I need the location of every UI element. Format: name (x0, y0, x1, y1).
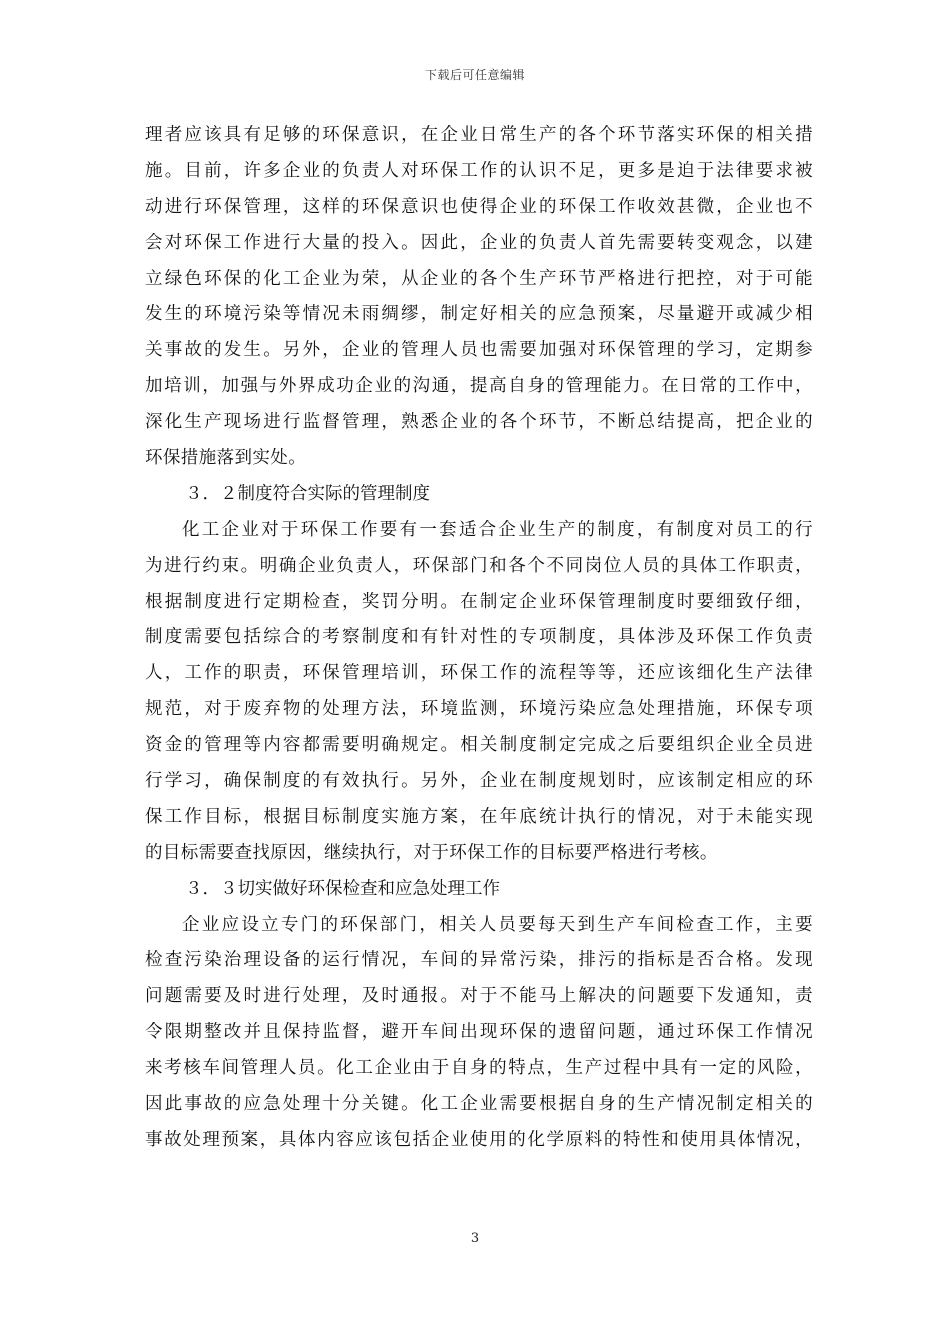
text-line: 规范，对于废弃物的处理方法，环境监测，环境污染应急处理措施，环保专项 (145, 699, 813, 720)
paragraph-environmental-awareness (145, 118, 813, 477)
text-line: 根据制度进行定期检查，奖罚分明。在制定企业环保管理制度时要细致仔细， (145, 591, 813, 612)
text-line: 施。目前，许多企业的负责人对环保工作的认识不足，更多是迫于法律要求被 (145, 160, 813, 181)
text-line: 环保措施落到实处。 (145, 448, 307, 469)
document-body (145, 118, 813, 1159)
section-heading-3-3: ３．３切实做好环保检查和应急处理工作 (185, 878, 500, 899)
text-line: 制度需要包括综合的考察制度和有针对性的专项制度，具体涉及环保工作负责 (145, 627, 813, 648)
text-line: 因此事故的应急处理十分关键。化工企业需要根据自身的生产情况制定相关的 (145, 1094, 813, 1115)
page-header: 下载后可任意编辑 (424, 68, 525, 82)
text-line: 问题需要及时进行处理，及时通报。对于不能马上解决的问题要下发通知，责 (145, 986, 813, 1007)
text-line: 行学习，确保制度的有效执行。另外，企业在制度规划时，应该制定相应的环 (145, 771, 813, 792)
text-line: 事故处理预案，具体内容应该包括企业使用的化学原料的特性和使用具体情况， (145, 1129, 813, 1150)
page-number: 3 (470, 1231, 480, 1246)
text-line: 企业应设立专门的环保部门，相关人员要每天到生产车间检查工作，主要 (182, 914, 813, 935)
text-line: 加培训，加强与外界成功企业的沟通，提高自身的管理能力。在日常的工作中， (145, 376, 813, 397)
text-line: 的目标需要查找原因，继续执行，对于环保工作的目标要严格进行考核。 (145, 842, 718, 863)
section-heading-3-2: ３．２制度符合实际的管理制度 (185, 483, 430, 504)
text-line: 立绿色环保的化工企业为荣，从企业的各个生产环节严格进行把控，对于可能 (145, 268, 813, 289)
text-line: 令限期整改并且保持监督，避开车间出现环保的遗留问题，通过环保工作情况 (145, 1022, 813, 1043)
paragraph-management-system (145, 513, 813, 872)
text-line: 来考核车间管理人员。化工企业由于自身的特点，生产过程中具有一定的风险， (145, 1058, 813, 1079)
text-line: 发生的环境污染等情况未雨绸缪，制定好相关的应急预案，尽量避开或减少相 (145, 304, 813, 325)
text-line: 人，工作的职责，环保管理培训，环保工作的流程等等，还应该细化生产法律 (145, 663, 813, 684)
paragraph-inspection-emergency (145, 908, 813, 1159)
text-line: 会对环保工作进行大量的投入。因此，企业的负责人首先需要转变观念，以建 (145, 232, 813, 253)
text-line: 关事故的发生。另外，企业的管理人员也需要加强对环保管理的学习，定期参 (145, 340, 813, 361)
text-line: 资金的管理等内容都需要明确规定。相关制度制定完成之后要组织企业全员进 (145, 735, 813, 756)
text-line: 为进行约束。明确企业负责人，环保部门和各个不同岗位人员的具体工作职责， (145, 555, 813, 576)
text-line: 化工企业对于环保工作要有一套适合企业生产的制度，有制度对员工的行 (182, 519, 813, 540)
text-line: 动进行环保管理，这样的环保意识也使得企业的环保工作收效甚微，企业也不 (145, 196, 813, 217)
text-line: 保工作目标，根据目标制度实施方案，在年底统计执行的情况，对于未能实现 (145, 806, 813, 827)
text-line: 深化生产现场进行监督管理，熟悉企业的各个环节，不断总结提高，把企业的 (145, 412, 813, 433)
text-line: 理者应该具有足够的环保意识，在企业日常生产的各个环节落实环保的相关措 (145, 125, 813, 145)
text-line: 检查污染治理设备的运行情况，车间的异常污染，排污的指标是否合格。发现 (145, 950, 813, 971)
